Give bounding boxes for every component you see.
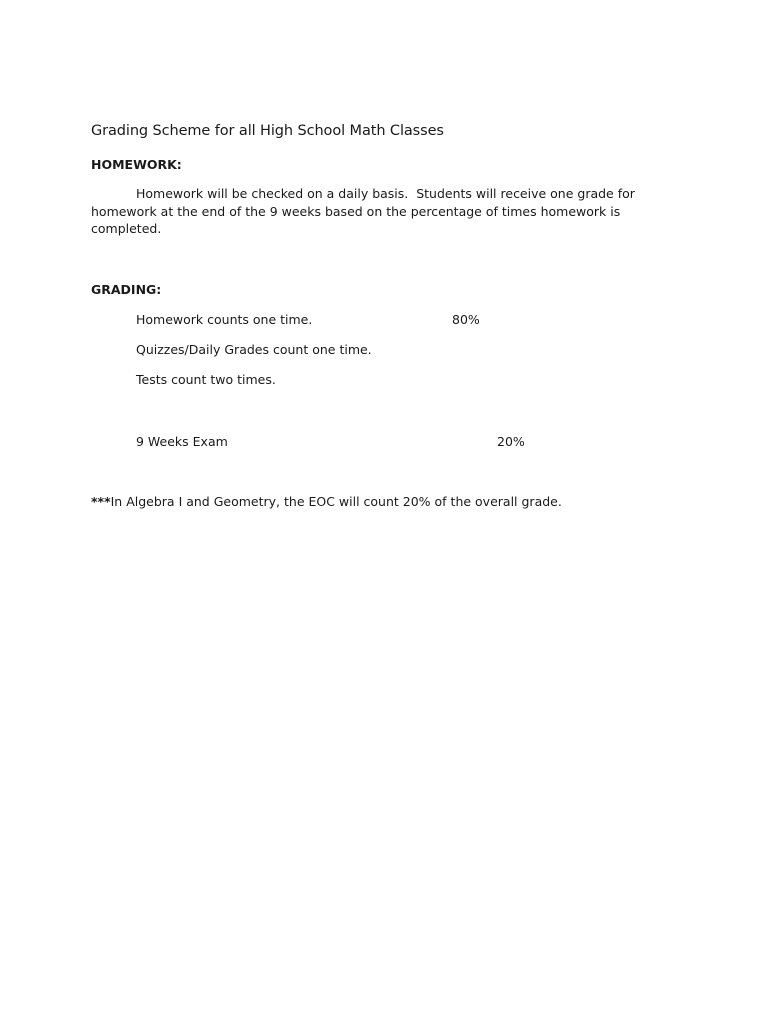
grading-item-homework: Homework counts one time.	[136, 312, 313, 327]
grading-item-quizzes: Quizzes/Daily Grades count one time.	[136, 342, 372, 357]
grading-item-exam-weight: 20%	[497, 434, 525, 449]
grading-item-tests: Tests count two times.	[136, 372, 276, 387]
document-title: Grading Scheme for all High School Math Classes	[91, 123, 444, 139]
homework-paragraph-line-3: completed.	[91, 221, 162, 237]
homework-paragraph-line-1: Homework will be checked on a daily basis. Students will receive one grade for	[136, 186, 635, 201]
eoc-note	[91, 494, 562, 509]
grading-item-exam: 9 Weeks Exam	[136, 434, 228, 449]
homework-heading: HOMEWORK:	[91, 157, 182, 172]
homework-paragraph-line-2: homework at the end of the 9 weeks based on the percentage of times homework is	[91, 203, 621, 219]
note-stars: ***	[91, 494, 111, 509]
note-text: In Algebra I and Geometry, the EOC will count 20% of the overall grade.	[110, 494, 562, 509]
homework-paragraph	[91, 185, 651, 238]
grading-heading: GRADING:	[91, 282, 162, 297]
grading-item-homework-weight: 80%	[452, 312, 480, 327]
